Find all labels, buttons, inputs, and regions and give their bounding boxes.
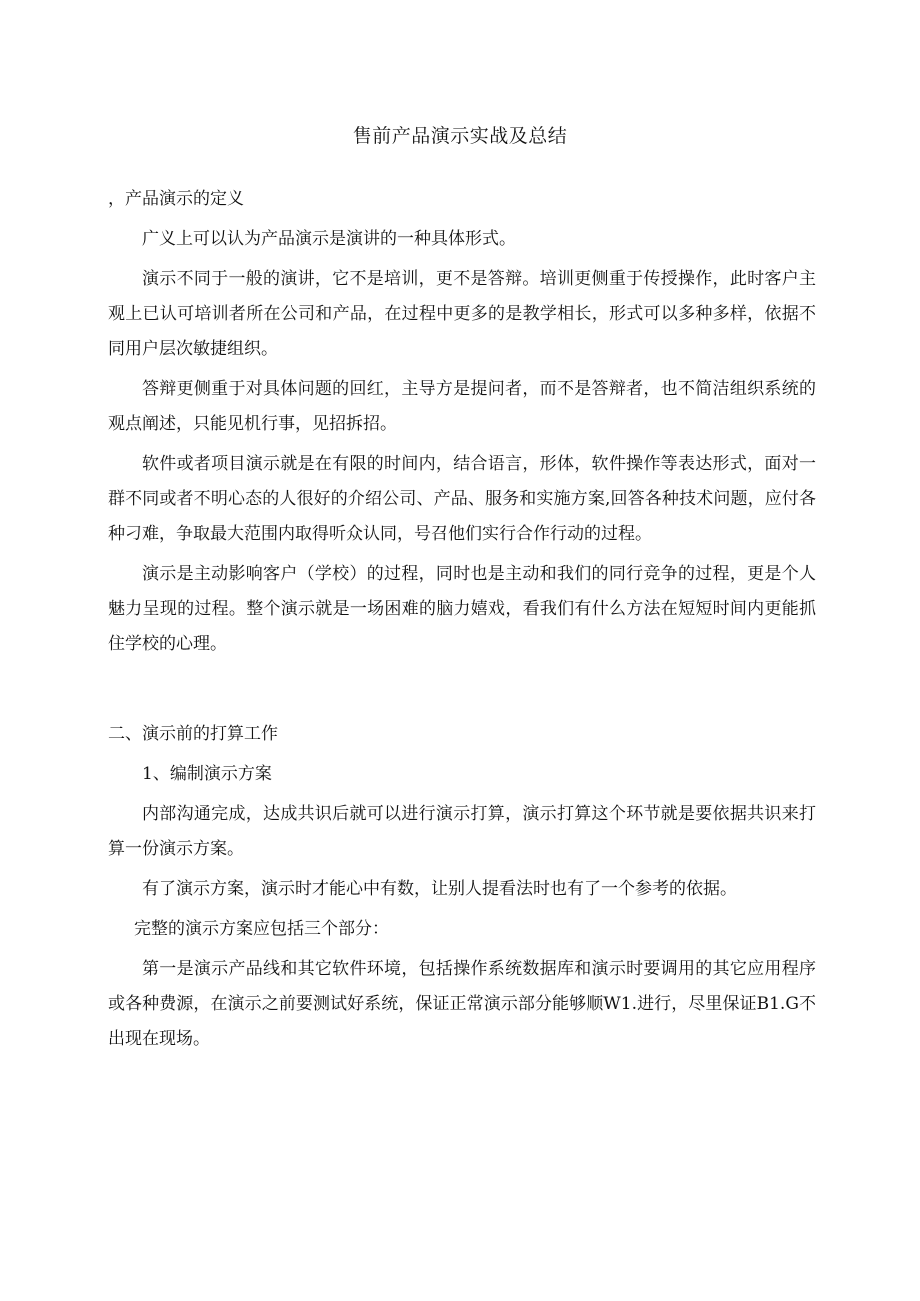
- paragraph: 答辩更侧重于对具体问题的回红，主导方是提问者，而不是答辩者，也不简洁组织系统的观点阐述，只能见机行事，见招拆招。: [108, 379, 816, 434]
- document-body: [108, 182, 816, 1057]
- paragraph: 演示不同于一般的演讲，它不是培训，更不是答辩。培训更侧重于传授操作，此时客户主观上已认可培训者所在公司和产品，在过程中更多的是教学相长，形式可以多种多样，依据不同用户层次敏捷组织。: [108, 269, 816, 359]
- document-title: 售前产品演示实战及总结: [352, 125, 568, 147]
- section-heading-definition: ，产品演示的定义: [108, 189, 244, 209]
- paragraph: 软件或者项目演示就是在有限的时间内，结合语言，形体，软件操作等表达形式，面对一群不同或者不明心态的人很好的介绍公司、产品、服务和实施方案,回答各种技术问题，应付各种刁难，争取最大范围内取得听众认同，号召他们实行合作行动的过程。: [108, 454, 816, 544]
- paragraph: 广义上可以认为产品演示是演讲的一种具体形式。: [142, 229, 516, 249]
- paragraph: 完整的演示方案应包括三个部分：: [134, 919, 389, 939]
- paragraph: 演示是主动影响客户（学校）的过程，同时也是主动和我们的同行竞争的过程，更是个人魅力呈现的过程。整个演示就是一场困难的脑力嬉戏，看我们有什么方法在短短时间内更能抓住学校的心理。: [108, 564, 816, 654]
- paragraph: 内部沟通完成，达成共识后就可以进行演示打算，演示打算这个环节就是要依据共识来打算一份演示方案。: [108, 804, 816, 859]
- paragraph: 第一是演示产品线和其它软件环境，包括操作系统数据库和演示时要调用的其它应用程序或各种费源，在演示之前要测试好系统，保证正常演示部分能够顺W1.进行，尽里保证B1.G不出现在现场。: [108, 959, 816, 1049]
- paragraph: 有了演示方案，演示时才能心中有数，让别人提看法时也有了一个参考的依据。: [142, 879, 737, 899]
- section-heading-preparation: 二、演示前的打算工作: [108, 724, 278, 744]
- subsection-heading-plan: 1、编制演示方案: [142, 764, 272, 784]
